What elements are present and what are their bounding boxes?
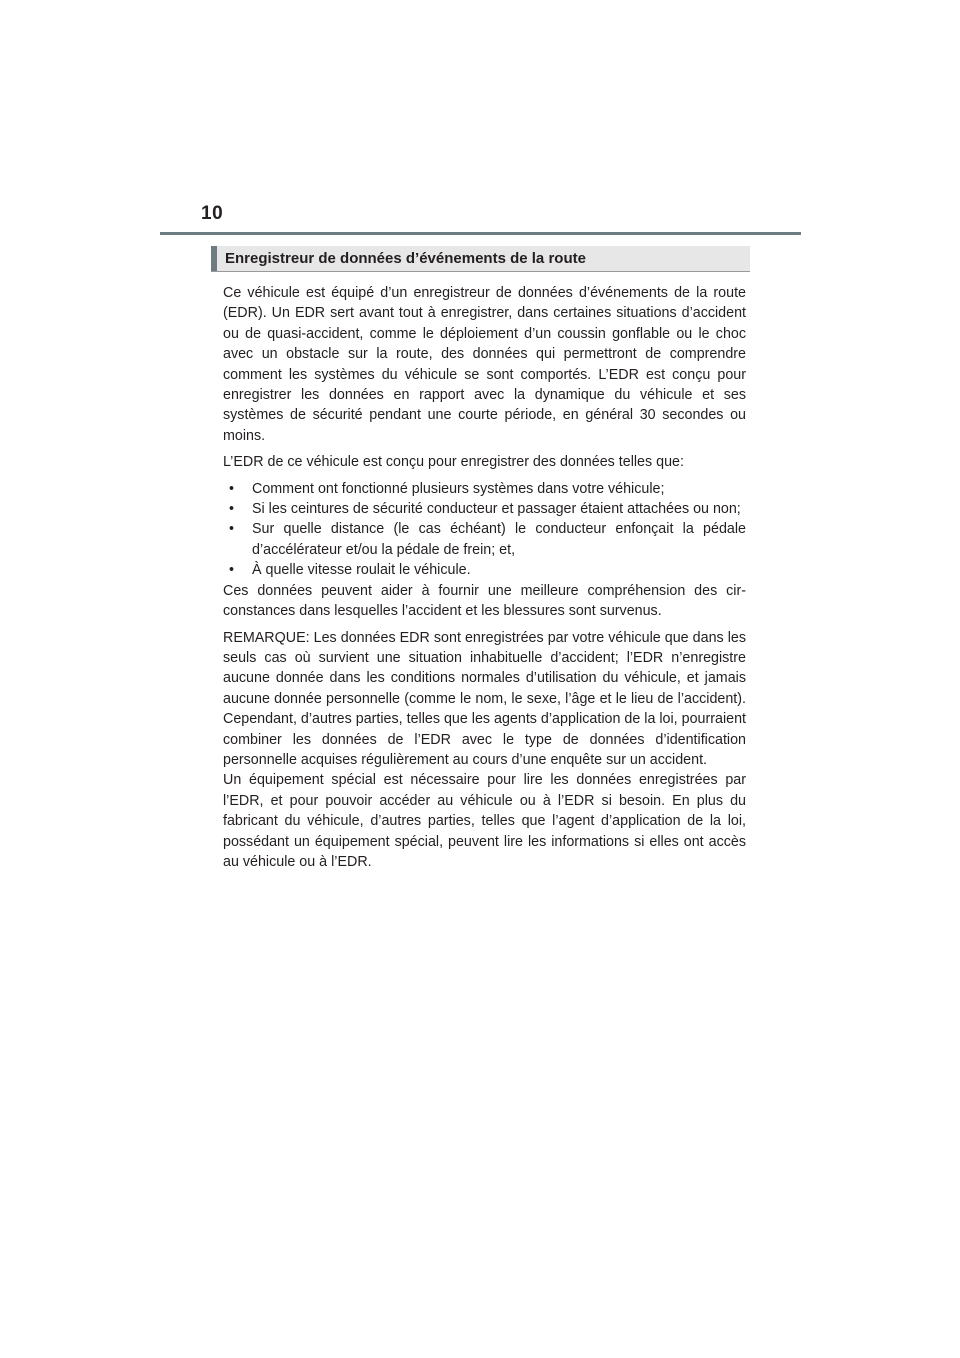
section-header-accent-bar	[211, 246, 217, 271]
bullet-icon: •	[229, 562, 235, 579]
list-item-text: À quelle vitesse roulait le véhicule.	[252, 562, 471, 579]
list-item	[223, 479, 746, 499]
list-item	[223, 560, 746, 580]
header-rule	[160, 232, 801, 235]
equipment-paragraph: Un équipement spécial est nécessaire pour lire les données enregistrées par l’EDR, et pour pouvoir accéder au véhicule ou à l’EDR si besoin. En plus du fabricant du véhicule, d’autres parties, telles que l’agent d’application de la loi, possédant un équipement spécial, peuvent lire les informations si elles ont accès au véhicule ou à l’EDR.	[223, 772, 746, 870]
after-list-paragraph: Ces données peuvent aider à fournir une meilleure compréhension des circonstances dans lesquelles l’accident et les blessures sont survenus.	[223, 582, 746, 620]
bullet-icon: •	[229, 480, 235, 497]
page-number: 10	[201, 203, 224, 224]
section-body	[223, 283, 746, 872]
list-item-text: Si les ceintures de sécurité conducteur et passager étaient attachées ou non;	[252, 501, 741, 518]
list-intro-paragraph: L’EDR de ce véhicule est conçu pour enregistrer des données telles que:	[223, 454, 684, 471]
list-item-text: Sur quelle distance (le cas échéant) le conducteur enfonçait la pédale d’accélérateur et/ou la pédale de frein; et,	[252, 521, 746, 558]
section-header	[211, 246, 750, 272]
list-item	[223, 519, 746, 560]
bullet-icon: •	[229, 521, 235, 538]
list-item	[223, 499, 746, 519]
remark-paragraph: REMARQUE: Les données EDR sont enregistrées par votre véhicule que dans les seuls cas où survient une situation inhabituelle d’accident; l’EDR n’enregistre aucune donnée dans les conditions normales d’utilisation du véhicule, et jamais aucune donnée personnelle (comme le nom, le sexe, l’âge et le lieu de l’accident). Cependant, d’autres parties, telles que les agents d’application de la loi, pourraient combiner les données de l’EDR avec le type de données d’identification personnelle acquises régulièrement au cours d’une enquête sur un accident.	[223, 629, 746, 768]
section-title: Enregistreur de données d’événements de la route	[225, 250, 586, 267]
data-list	[223, 479, 746, 581]
intro-paragraph: Ce véhicule est équipé d’un enregistreur de données d’événements de la route (EDR). Un EDR sert avant tout à enregistrer, dans certaines situations d’accident ou de quasi-accident, comme le déploiement d’un coussin gonflable ou le choc avec un obstacle sur la route, des données qui permettront de comprendre comment les systèmes du véhicule se sont comportés. L’EDR est conçu pour enregistrer les données en rapport avec la dynamique du véhicule et ses systèmes de sécurité pendant une courte période, en général 30 secondes ou moins.	[223, 285, 746, 444]
bullet-icon: •	[229, 501, 235, 518]
list-item-text: Comment ont fonctionné plusieurs systèmes dans votre véhicule;	[252, 480, 665, 497]
